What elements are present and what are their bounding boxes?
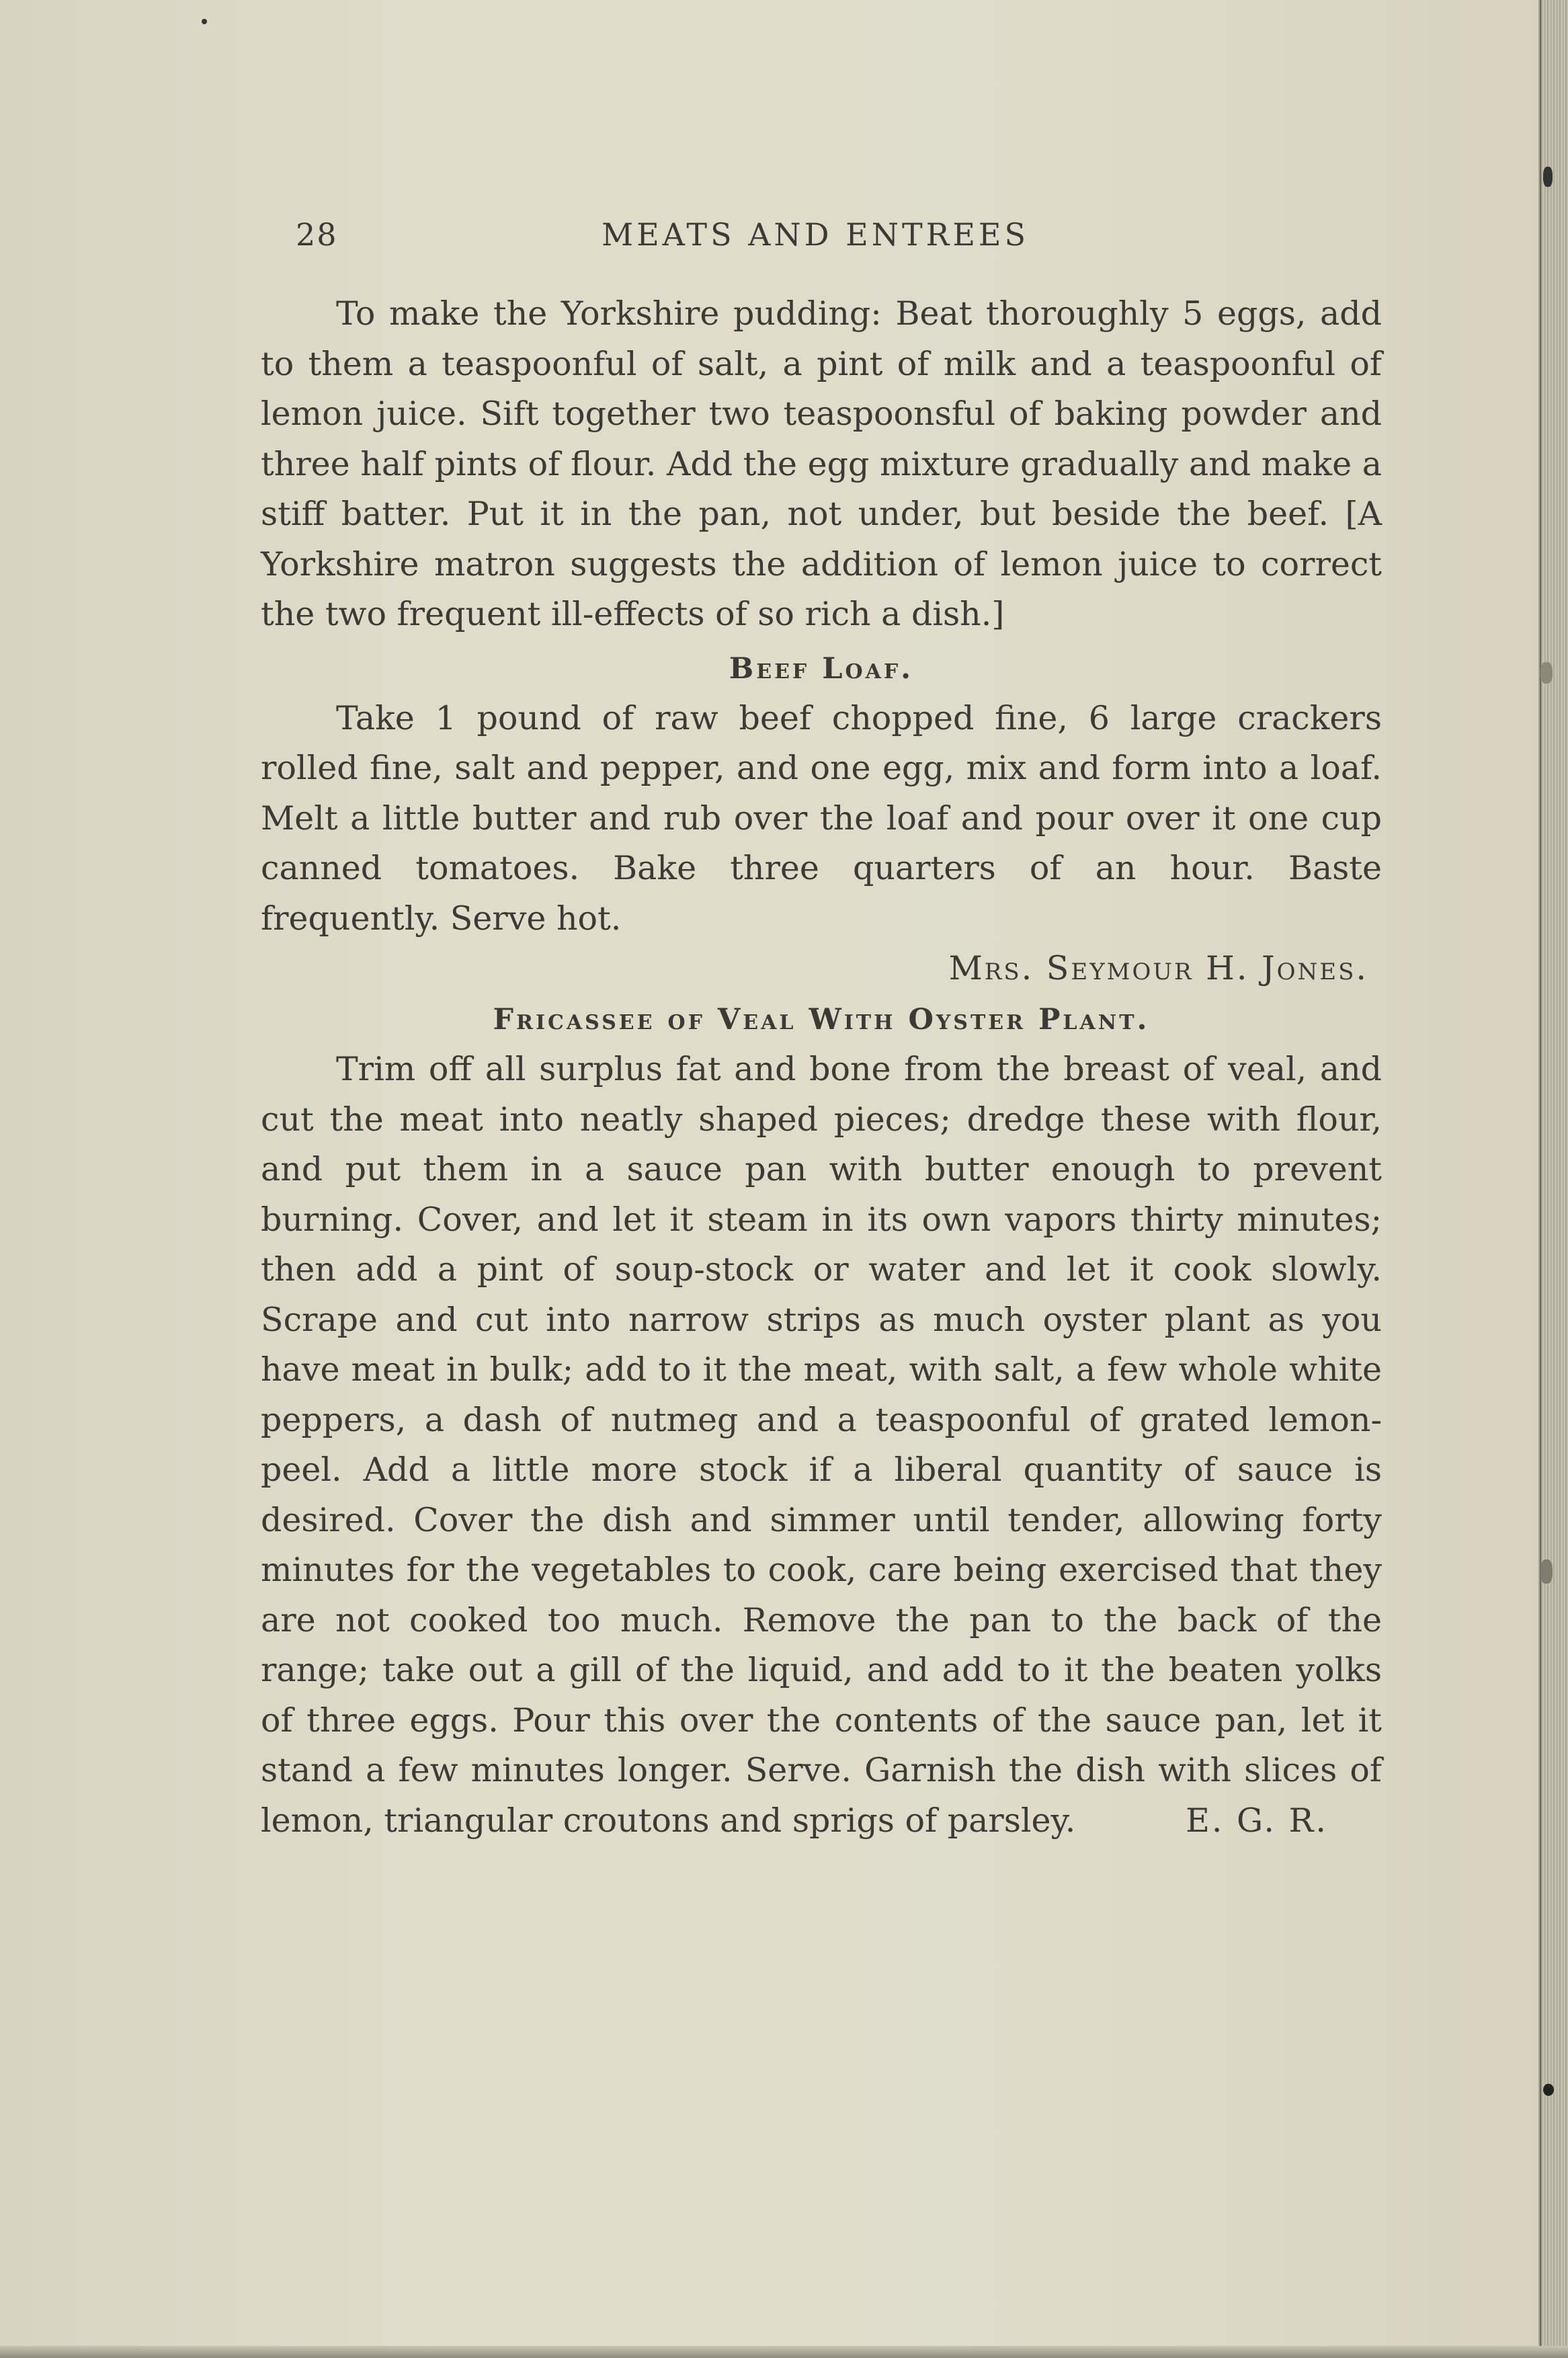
page-number: 28	[296, 216, 338, 253]
edge-mark	[1543, 167, 1553, 187]
beef-loaf-signature: Mrs. Seymour H. Jones.	[948, 949, 1368, 987]
edge-mark	[1543, 2084, 1554, 2096]
fricassee-heading: Fricassee of Veal With Oyster Plant.	[493, 1003, 1150, 1036]
running-head	[296, 216, 1371, 257]
fricassee-paragraph	[261, 1045, 1382, 1846]
page-body	[261, 289, 1382, 1846]
ink-speck	[202, 19, 207, 24]
running-title: MEATS AND ENTREES	[602, 216, 1029, 253]
yorkshire-pudding-paragraph: To make the Yorkshire pudding: Beat thoroughly 5 eggs, add to them a teaspoonful of salt, a pint of milk and a teaspoonful of lemon juice. Sift together two teaspoonsful of baking powder and three half pints of flour. Add the egg mixture gradually and make a stiff batter. Put it in the pan, not under, but beside the beef. [A Yorkshire matron suggests the addition of lemon juice to correct the two frequent ill-effects of so rich a dish.]	[261, 294, 1382, 633]
edge-mark	[1540, 1559, 1553, 1584]
fricassee-signature: E. G. R.	[1186, 1801, 1328, 1840]
bottom-page-edge	[0, 2346, 1568, 2358]
binding-edge	[1540, 0, 1568, 2358]
beef-loaf-heading: Beef Loaf.	[729, 651, 914, 686]
beef-loaf-paragraph: Take 1 pound of raw beef chopped fine, 6 large crackers rolled fine, salt and pepper, and one egg, mix and form into a loaf. Melt a little butter and rub over the loaf and pour over it one cup canned tomatoes. Bake three quarters of an hour. Baste frequently. Serve hot.	[261, 698, 1382, 938]
edge-mark	[1540, 662, 1553, 684]
fricassee-text: Trim off all surplus fat and bone from the breast of veal, and cut the meat into neatly shaped pieces; dredge these with flour, and put them in a sauce pan with butter enough to prevent burning. Cover, and let it steam in its own vapors thirty minutes; then add a pint of soup-stock or water and let it cook slowly. Scrape and cut into narrow strips as much oyster plant as you have meat in bulk; add to it the meat, with salt, a few whole white peppers, a dash of nutmeg and a teaspoonful of grated lemon-peel. Add a little more stock if a liberal quantity of sauce is desired. Cover the dish and simmer until tender, allowing forty minutes for the vegetables to cook, care being exercised that they are not cooked too much. Remove the pan to the back of the range; take out a gill of the liquid, and add to it the beaten yolks of three eggs. Pour this over the contents of the sauce pan, let it stand a few minutes longer. Serve. Garnish the dish with slices of lemon, triangular croutons and sprigs of parsley.	[261, 1050, 1382, 1840]
